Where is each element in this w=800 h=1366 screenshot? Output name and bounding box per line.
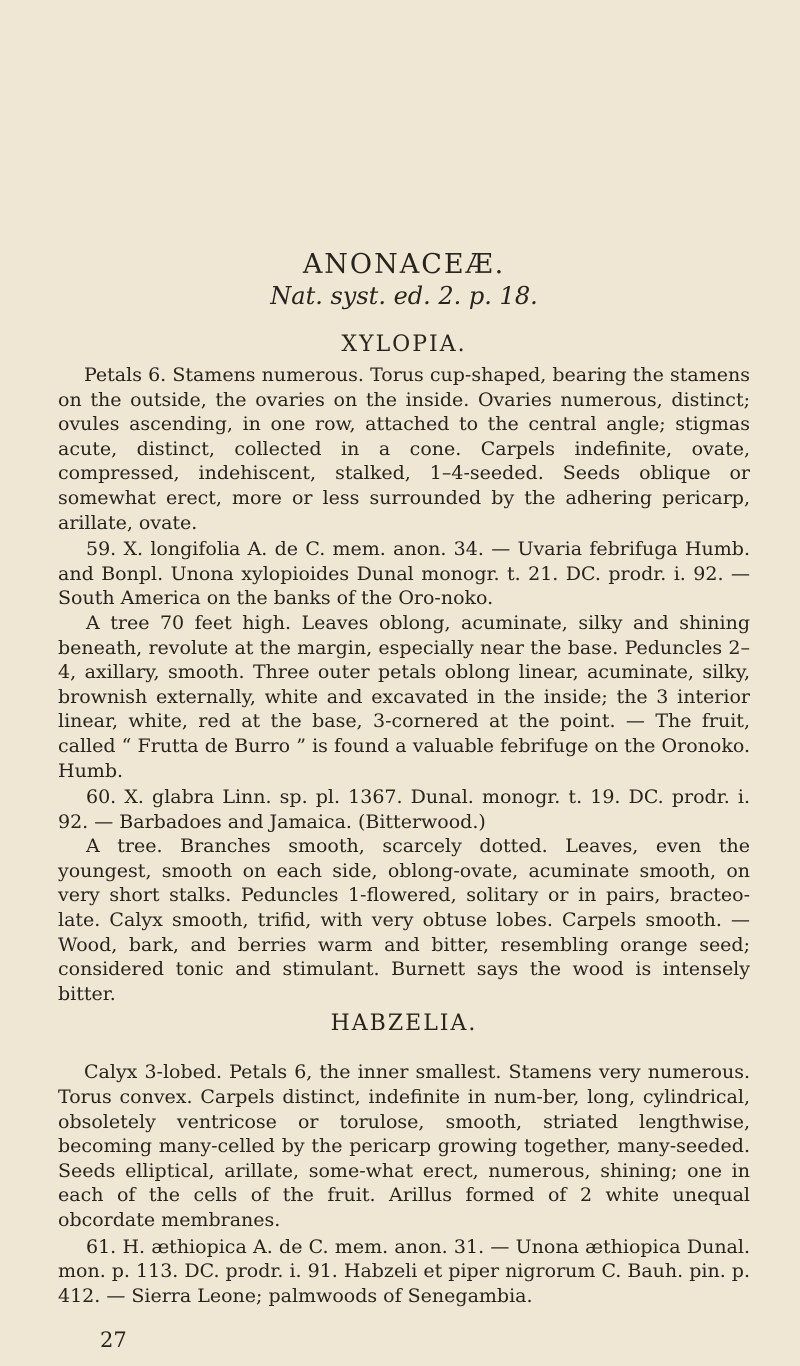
family-heading: ANONACEÆ. — [302, 249, 506, 280]
book-page — [58, 248, 750, 1308]
species-notes-59: A tree 70 feet high. Leaves oblong, acuminate, silky and shining beneath, revolute at the margin, especially near the base. Peduncles 2–4, axillary, smooth. Three outer petals oblong linear, acuminate, silky, brownish externally, white and excavated in the inside; the 3 interior linear, white, red at the base, 3-cornered at the point. — The fruit, called “ Frutta de Burro ” is found a valuable febrifuge on the Oronoko. Humb. — [58, 611, 750, 782]
species-notes-60: A tree. Branches smooth, scarcely dotted. Leaves, even the youngest, smooth on each side, oblong-ovate, acuminate smooth, on very short stalks. Peduncles 1-flowered, solitary or in pairs, bracteo-late. Calyx smooth, trifid, with very obtuse lobes. Carpels smooth. — Wood, bark, and berries warm and bitter, resembling orange seed; considered tonic and stimulant. Burnett says the wood is intensely bitter. — [58, 835, 750, 1005]
genus-heading-habzelia: HABZELIA. — [330, 1011, 478, 1037]
species-entry-61: 61. H. æthiopica A. de C. mem. anon. 31. — Unona æthiopica Dunal. mon. p. 113. DC. prodr. i. 91. Habzeli et piper nigrorum C. Bauh. pin. p. 412. — Sierra Leone; palmwoods of Senegambia. — [58, 1235, 750, 1307]
species-entry-60: 60. X. glabra Linn. sp. pl. 1367. Dunal. monogr. t. 19. DC. prodr. i. 92. — Barbadoes and Jamaica. (Bitterwood.) — [58, 786, 750, 833]
genus-description-habzelia: Calyx 3-lobed. Petals 6, the inner smallest. Stamens very numerous. Torus convex. Carpels distinct, indefinite in num-ber, long, cylindrical, obsoletely ventricose or torulose, smooth, striated lengthwise, becoming many-celled by the pericarp growing together, many-seeded. Seeds elliptical, arillate, some-what erect, numerous, shining; one in each of the cells of the fruit. Arillus formed of 2 white unequal obcordate membranes. — [58, 1061, 750, 1231]
family-reference: Nat. syst. ed. 2. p. 18. — [270, 282, 538, 310]
page-number: 27 — [100, 1328, 127, 1352]
species-entry-59: 59. X. longifolia A. de C. mem. anon. 34. — Uvaria febrifuga Humb. and Bonpl. Unona xylopioides Dunal monogr. t. 21. DC. prodr. i. 92. — South America on the banks of the Oro-noko. — [58, 538, 750, 610]
genus-heading-xylopia: XYLOPIA. — [341, 332, 467, 357]
genus-description-xylopia: Petals 6. Stamens numerous. Torus cup-shaped, bearing the stamens on the outside, the ovaries on the inside. Ovaries numerous, distinct; ovules ascending, in one row, attached to the central angle; stigmas acute, distinct, collected in a cone. Carpels indefinite, ovate, compressed, indehiscent, stalked, 1–4-seeded. Seeds oblique or somewhat erect, more or less surrounded by the adhering pericarp, arillate, ovate. — [58, 364, 750, 534]
